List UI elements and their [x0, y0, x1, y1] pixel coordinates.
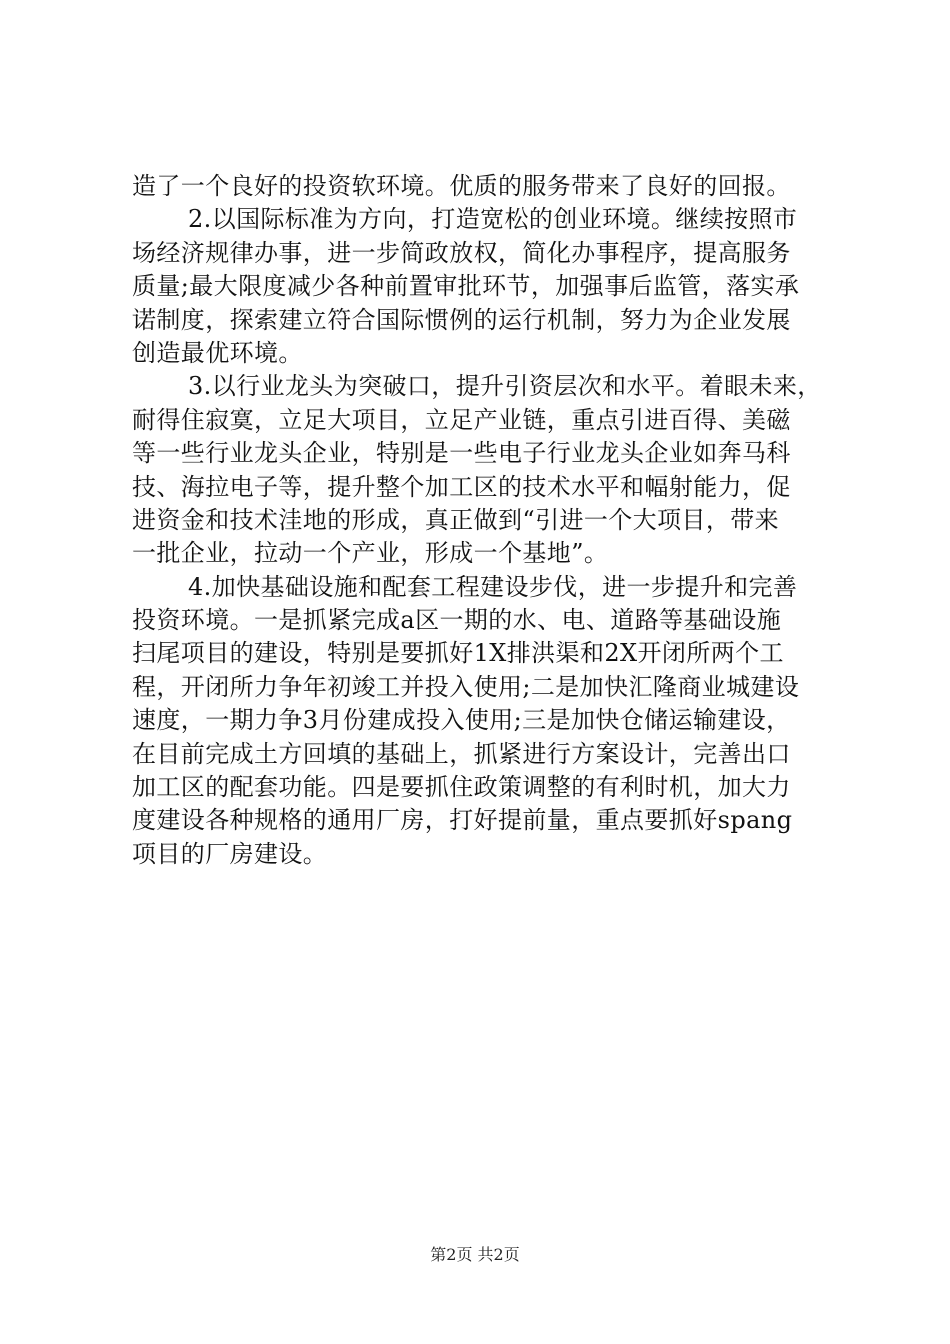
text-line: 加工区的配套功能。四是要抓住政策调整的有利时机，加大力	[132, 773, 791, 802]
text-line: 等一些行业龙头企业，特别是一些电子行业龙头企业如奔马科	[132, 439, 791, 468]
text-line: 质量;最大限度减少各种前置审批环节，加强事后监管，落实承	[132, 272, 800, 301]
text-line: 扫尾项目的建设，特别是要抓好1X排洪渠和2X开闭所两个工	[132, 639, 784, 668]
text-line: 程，开闭所力争年初竣工并投入使用;二是加快汇隆商业城建设	[132, 672, 800, 701]
text-line: 创造最优环境。	[132, 338, 303, 367]
text-line: 诺制度，探索建立符合国际惯例的运行机制，努力为企业发展	[132, 305, 791, 334]
paragraph-3-start: 3.以行业龙头为突破口，提升引资层次和水平。着眼未来，	[188, 372, 822, 401]
text-line: 在目前完成土方回填的基础上，抓紧进行方案设计，完善出口	[132, 739, 791, 768]
paragraph-4-start: 4.加快基础设施和配套工程建设步伐，进一步提升和完善	[188, 572, 798, 601]
text-line: 进资金和技术洼地的形成，真正做到“引进一个大项目，带来	[132, 505, 780, 534]
text-line: 度建设各种规格的通用厂房，打好提前量，重点要抓好spang	[132, 806, 793, 835]
text-line: 一批企业，拉动一个产业，形成一个基地”。	[132, 539, 609, 568]
text-line: 造了一个良好的投资软环境。优质的服务带来了良好的回报。	[132, 172, 791, 200]
text-line: 技、海拉电子等，提升整个加工区的技术水平和幅射能力，促	[132, 472, 791, 501]
text-line: 耐得住寂寞，立足大项目，立足产业链，重点引进百得、美磁	[132, 405, 791, 434]
text-line: 场经济规律办事，进一步简政放权，简化办事程序，提高服务	[132, 238, 791, 267]
text-line: 速度，一期力争3月份建成投入使用;三是加快仓储运输建设，	[132, 706, 791, 735]
text-line: 投资环境。一是抓紧完成a区一期的水、电、道路等基础设施	[132, 606, 782, 635]
page-number-footer: 第2页 共2页	[430, 1245, 520, 1264]
text-line: 项目的厂房建设。	[132, 839, 328, 868]
paragraph-2-start: 2.以国际标准为方向，打造宽松的创业环境。继续按照市	[188, 205, 798, 234]
document-body	[132, 170, 832, 871]
